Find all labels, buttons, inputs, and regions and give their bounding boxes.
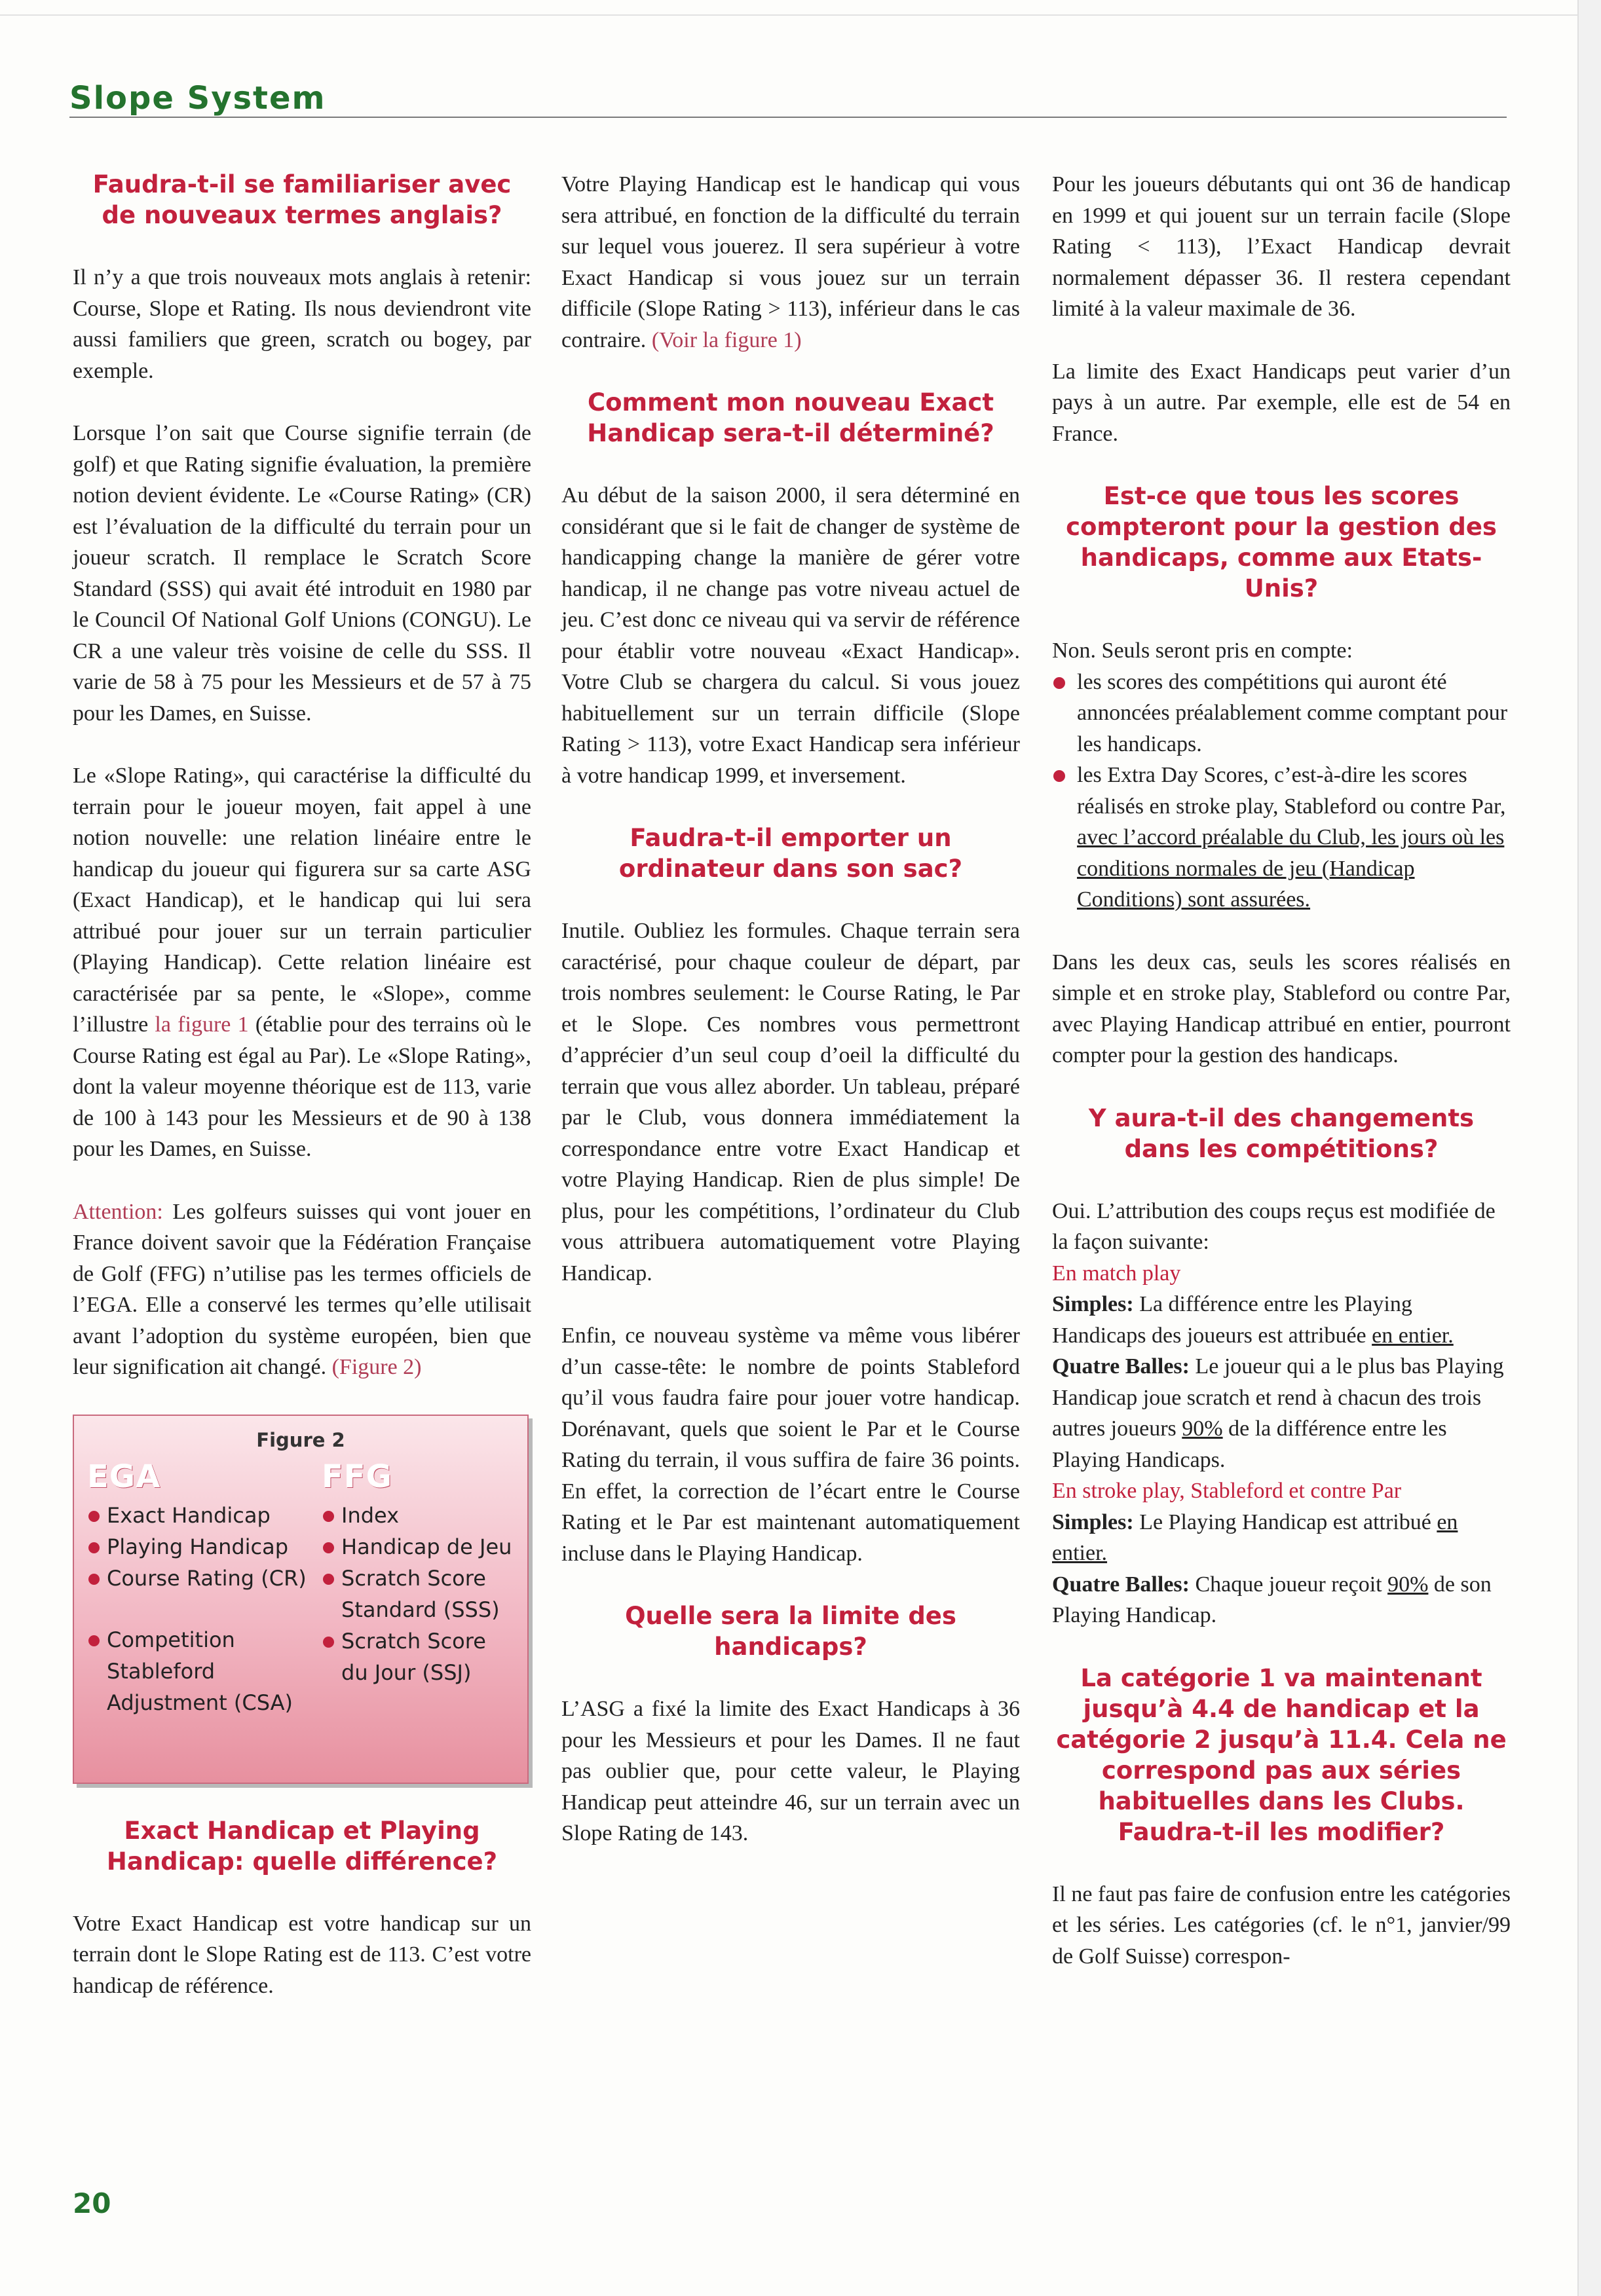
rule-quatre-balles-match-play: Quatre Balles: Le joueur qui a le plus bas Playing Handicap joue scratch et rend à chacun des trois autres joueurs 90% de la différence entre les Playing Handicaps. [1052,1354,1504,1472]
section-title: Slope System [69,80,326,117]
paragraph: Non. Seuls seront pris en compte: [1052,639,1353,663]
ffg-column [322,1458,518,1688]
rule-simples-stroke-play: Simples: Le Playing Handicap est attribué en entier. [1052,1509,1458,1565]
heading-categorie: La catégorie 1 va maintenant jusqu’à 4.4 de handicap et la catégorie 2 jusqu’à 11.4. Cela ne correspond pas aux séries habituelles dans les Clubs. Faudra-t-il les modifier? [1056,1663,1507,1846]
paragraph: Pour les joueurs débutants qui ont 36 de handicap en 1999 et qui jouent sur un terrain facile (Slope Rating < 113), l’Exact Handicap devrait normalement dépasser 36. Il restera cependant limité à la valeur maximale de 36. [1052,172,1511,321]
ffg-heading: FFG [322,1458,392,1495]
heading-scores: Est-ce que tous les scores compteront pour la gestion des handicaps, comme aux Etats-Unis? [1066,482,1497,602]
paragraph: Votre Exact Handicap est votre handicap sur un terrain dont le Slope Rating est de 113. C’est votre handicap de référence. [73,1911,531,1998]
paragraph: Inutile. Oubliez les formules. Chaque terrain sera caractérisé, pour chaque couleur de départ, par trois nombres seulement: le Course Rating, le Par et le Slope. Ces nombres vous permettront d’apprécier d’un seul coup d’oeil la difficulté du terrain que vous allez aborder. Un tableau, préparé par le Club, vous donnera immédiatement la correspondance entre votre Exact Handicap et votre Playing Handicap. Rien de plus simple! De plus, pour les compétitions, l’ordinateur du Club vous attribuera automatiquement votre Playing Handicap. [561,919,1020,1286]
page-edge [1577,0,1601,2296]
paragraph: Dans les deux cas, seuls les scores réalisés en simple et en stroke play, Stableford ou contre Par, avec Playing Handicap attribué en entier, pourront compter pour la gestion des handicaps. [1052,950,1511,1067]
figure-1-reference: (Voir la figure 1) [651,327,802,352]
column-3 [1052,169,1511,2003]
heading-competitions: Y aura-t-il des changements dans les compétitions? [1088,1103,1475,1163]
rule-quatre-balles-stroke-play: Quatre Balles: Chaque joueur reçoit 90% de son Playing Handicap. [1052,1572,1492,1627]
paragraph: Il ne faut pas faire de confusion entre les catégories et les séries. Les catégories (cf. le n°1, janvier/99 de Golf Suisse) correspon- [1052,1881,1511,1969]
paragraph-attention: Attention: Les golfeurs suisses qui vont jouer en France doivent savoir que la Fédération Française de Golf (FFG) n’utilise pas les termes officiels de l’EGA. Elle a conservé les termes qu’elle utilisait avant l’adoption du système européen, bien que leur signification ait changé. (Figure 2) [73,1199,531,1379]
page-number: 20 [73,2187,111,2219]
bullet-item: les Extra Day Scores, c’est-à-dire les scores réalisés en stroke play, Stableford ou contre Par, avec l’accord préalable du Club, les jours où les conditions normales de jeu (Handicap Conditions) sont assurées. [1052,760,1511,916]
ffg-item: Handicap de Jeu [322,1531,518,1563]
heading-limite: Quelle sera la limite des handicaps? [625,1602,956,1661]
paragraph: Oui. L’attribution des coups reçus est modifiée de la façon suivante: [1052,1198,1496,1254]
ega-heading: EGA [87,1458,161,1495]
paragraph: Le «Slope Rating», qui caractérise la difficulté du terrain pour le joueur moyen, fait appel à une notion nouvelle: une relation linéaire entre le handicap du joueur qui figurera sur sa carte ASG (Exact Handicap), et le handicap qui lui sera attribué pour jouer sur un terrain particulier (Playing Handicap). Cette relation linéaire est caractérisée par sa pente, le «Slope», comme l’illustre la figure 1 (établie pour des terrains où le Course Rating est égal au Par). Le «Slope Rating», dont la valeur moyenne théorique est de 113, varie de 100 à 143 pour les Messieurs et de 90 à 138 pour les Dames, en Suisse. [73,764,531,1161]
heading-determine: Comment mon nouveau Exact Handicap sera-t-il déterminé? [587,388,994,447]
paragraph: La limite des Exact Handicaps peut varier d’un pays à un autre. Par exemple, elle est de 54 en France. [1052,359,1511,446]
paragraph: L’ASG a fixé la limite des Exact Handicaps à 36 pour les Messieurs et pour les Dames. Il ne faut pas oublier que, pour cette valeur, le Playing Handicap peut atteindre 46, sur un terrain avec un Slope Rating de 143. [561,1697,1020,1845]
figure-1-reference: la figure 1 [155,1012,249,1037]
ffg-item: Scratch Score du Jour (SSJ) [322,1625,518,1688]
heading-difference: Exact Handicap et Playing Handicap: quelle différence? [106,1816,498,1876]
paragraph: Au début de la saison 2000, il sera déterminé en considérant que si le fait de changer de système de handicapping change la manière de gérer votre handicap, il ne change pas votre niveau actuel de jeu. C’est donc ce niveau qui va servir de référence pour établir votre nouveau «Exact Handicap». Votre Club se chargera du calcul. Si vous jouez habituellement sur un terrain difficile (Slope Rating > 113), votre Exact Handicap sera inférieur à votre handicap 1999, et inversement. [561,483,1020,788]
column-2 [561,169,1020,1881]
ega-column [87,1458,310,1718]
rule-simples-match-play: Simples: La différence entre les Playing Handicaps des joueurs est attribuée en entier. [1052,1292,1454,1348]
figure-2-reference: (Figure 2) [331,1355,422,1379]
top-edge-rule [0,14,1601,16]
bullet-item: les scores des compétitions qui auront été annoncées préalablement comme comptant pour les handicaps. [1052,667,1511,760]
ffg-item: Scratch Score Standard (SSS) [322,1563,518,1625]
figure-title: Figure 2 [256,1428,345,1451]
heading-ordinateur: Faudra-t-il emporter un ordinateur dans son sac? [618,824,963,883]
match-play-label: En match play [1052,1261,1181,1286]
section-rule [69,117,1507,118]
heading-familiariser: Faudra-t-il se familiariser avec de nouveaux termes anglais? [92,170,512,229]
column-1 [73,169,531,2033]
figure-2-box [73,1415,529,1784]
ega-item: Exact Handicap [87,1500,310,1531]
bullet-list [1052,667,1511,916]
paragraph: Votre Playing Handicap est le handicap qui vous sera attribué, en fonction de la difficulté du terrain sur lequel vous jouerez. Il sera supérieur à votre Exact Handicap si vous jouez sur un terrain difficile (Slope Rating > 113), inférieur dans le cas contraire. (Voir la figure 1) [561,172,1020,352]
paragraph: Il n’y a que trois nouveaux mots anglais à retenir: Course, Slope et Rating. Ils nous deviendront vite aussi familiers que green, scratch ou bogey, par exemple. [73,265,531,383]
attention-label: Attention: [73,1199,163,1224]
stroke-play-label: En stroke play, Stableford et contre Par [1052,1479,1402,1503]
paragraph: Lorsque l’on sait que Course signifie terrain (de golf) et que Rating signifie évaluation, la première notion devient évidente. Le «Course Rating» (CR) est l’évaluation de la difficulté du terrain pour un joueur scratch. Il remplace le Scratch Score Standard (SSS) qui avait été introduit en 1980 par le Council Of National Golf Unions (CONGU). Le CR a une valeur très voisine de celle du SSS. Il varie de 58 à 75 pour les Messieurs et de 57 à 75 pour les Dames, en Suisse. [73,421,531,726]
ega-item: Competition Stableford Adjustment (CSA) [87,1624,310,1718]
paragraph: Enfin, ce nouveau système va même vous libérer d’un casse-tête: le nombre de points Stableford qu’il vous faudra faire pour jouer votre handicap. Dorénavant, quels que soient le Par et le Course Rating du terrain, il vous suffira de faire 36 points. En effet, la correction de l’écart entre le Course Rating et le Par est maintenant automatiquement incluse dans le Playing Handicap. [561,1324,1020,1566]
ffg-item: Index [322,1500,518,1531]
ega-item: Playing Handicap [87,1531,310,1563]
ega-item: Course Rating (CR) [87,1563,310,1594]
